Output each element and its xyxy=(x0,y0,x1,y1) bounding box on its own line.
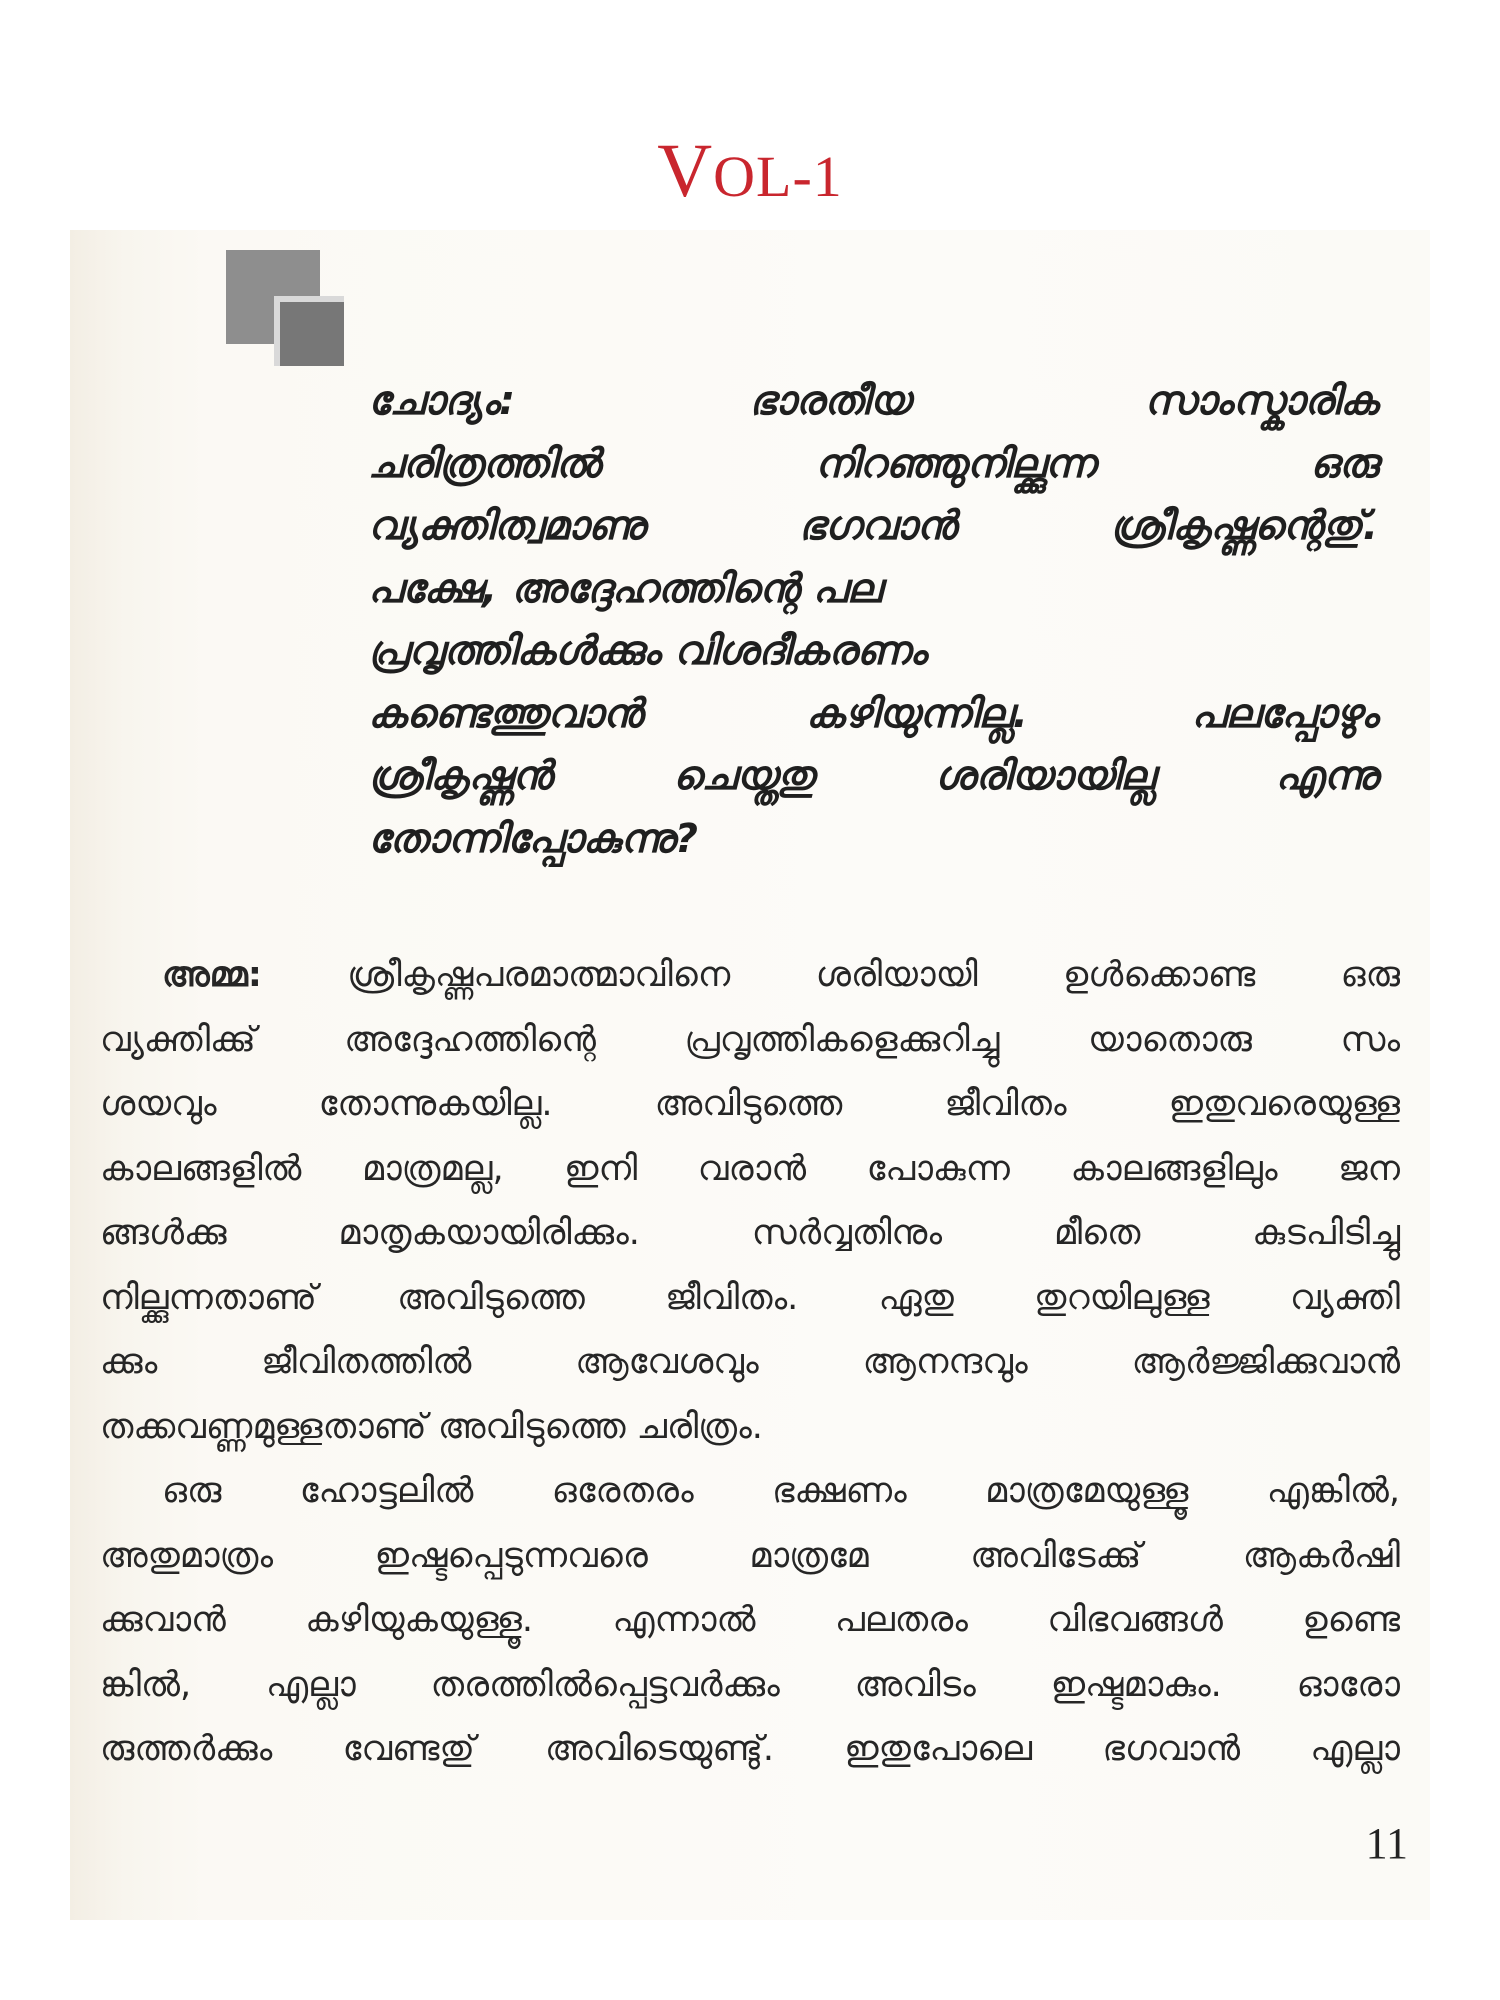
paragraph-line: രുത്തർക്കും വേണ്ടതു് അവിടെയുണ്ടു്. ഇതുപോലെ ഭഗവാൻ എല്ലാ xyxy=(100,1729,1400,1769)
answer-line: ശയവും തോന്നുകയില്ല. അവിടുത്തെ ജീവിതം ഇതുവരെയുള്ള xyxy=(100,1084,1400,1124)
paragraph-line: ക്കുവാൻ കഴിയുകയുള്ളൂ. എന്നാൽ പലതരം വിഭവങ്ങൾ ഉണ്ടെ xyxy=(100,1600,1400,1640)
question-line: വ്യക്തിത്വമാണു ഭഗവാൻ ശ്രീകൃഷ്ണന്റെതു്. xyxy=(368,503,1378,549)
answer-line: ക്കും ജീവിതത്തിൽ ആവേശവും ആനന്ദവും ആർജ്ജിക്കുവാൻ xyxy=(100,1342,1400,1382)
answer-first-line xyxy=(100,943,1400,1008)
answer-block xyxy=(100,943,1400,1782)
paragraph-line: ഒരു ഹോട്ടലിൽ ഒരേതരം ഭക്ഷണം മാത്രമേയുള്ളൂ എങ്കിൽ, xyxy=(162,1471,1400,1511)
question-line: തോന്നിപ്പോകുന്നു? xyxy=(368,815,699,862)
answer-line: ങ്ങൾക്കു മാതൃകയായിരിക്കും. സർവ്വതിനും മീതെ കുടപിടിച്ചു xyxy=(100,1213,1400,1253)
speaker-label: അമ്മ: xyxy=(162,955,262,995)
volume-title-rest: OL-1 xyxy=(713,144,843,209)
answer-first-line-text: ശ്രീകൃഷ്ണപരമാത്മാവിനെ ശരിയായി ഉൾക്കൊണ്ട ഒരു xyxy=(261,955,1400,995)
question-block xyxy=(368,370,1378,870)
question-line: കണ്ടെത്തുവാൻ കഴിയുന്നില്ല. പലപ്പോഴും xyxy=(368,690,1378,737)
answer-line: തക്കവണ്ണമുള്ളതാണു് അവിടുത്തെ ചരിത്രം. xyxy=(100,1406,763,1447)
question-line: ശ്രീകൃഷ്ണൻ ചെയ്തതു ശരിയായില്ല എന്നു xyxy=(368,753,1378,799)
ornament-square-front xyxy=(274,296,344,366)
question-line: പ്രവൃത്തികൾക്കും വിശദീകരണം xyxy=(368,628,927,674)
question-line: ചരിത്രത്തിൽ നിറഞ്ഞുനില്ക്കുന്ന ഒരു xyxy=(368,440,1378,487)
paragraph-line: അതുമാത്രം ഇഷ്ടപ്പെടുന്നവരെ മാത്രമേ അവിടേക്കു് ആകർഷി xyxy=(100,1535,1400,1576)
answer-line: നില്ക്കുന്നതാണു് അവിടുത്തെ ജീവിതം. ഏതു തുറയിലുള്ള വ്യക്തി xyxy=(100,1277,1400,1318)
paragraph-line: ങ്കിൽ, എല്ലാ തരത്തിൽപ്പെട്ടവർക്കും അവിടം ഇഷ്ടമാകും. ഓരോ xyxy=(100,1664,1400,1705)
volume-title xyxy=(0,128,1500,215)
answer-line: കാലങ്ങളിൽ മാത്രമല്ല, ഇനി വരാൻ പോകുന്ന കാലങ്ങളിലും ജന xyxy=(100,1148,1400,1189)
question-line: പക്ഷേ, അദ്ദേഹത്തിന്റെ പല xyxy=(368,565,882,612)
answer-line: വ്യക്തിക്കു് അദ്ദേഹത്തിന്റെ പ്രവൃത്തികളെക്കുറിച്ചു യാതൊരു സം xyxy=(100,1019,1400,1060)
volume-title-initial: V xyxy=(657,129,714,213)
page-number: 11 xyxy=(1365,1819,1408,1868)
ornament-squares-icon xyxy=(226,250,342,362)
question-line: ചോദ്യം: ഭാരതീയ സാംസ്കാരിക xyxy=(368,378,1378,424)
